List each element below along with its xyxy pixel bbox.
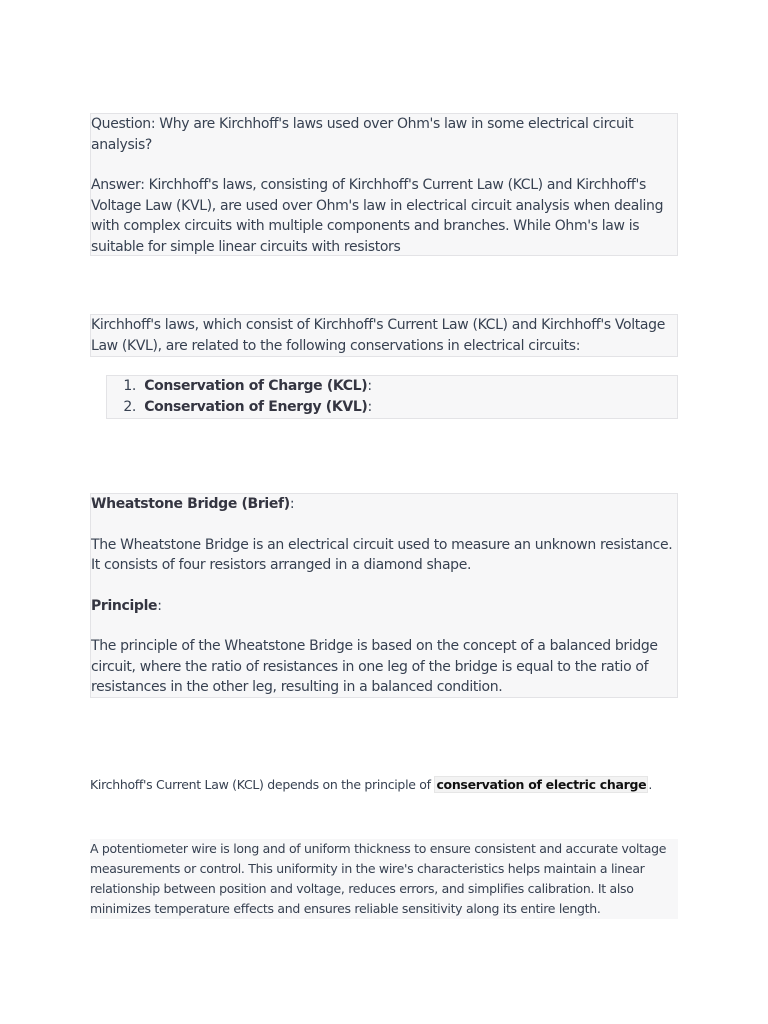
list-item — [107, 397, 677, 418]
wheatstone-block — [90, 493, 678, 698]
conservation-list — [106, 375, 678, 419]
list-item-number: 1. — [123, 378, 136, 394]
kirchhoff-intro-text: Kirchhoff's laws, which consist of Kirchhoff's Current Law (KCL) and Kirchhoff's Voltage Law (KVL), are related to the following conservations in electrical circuits: — [91, 317, 665, 354]
kcl-highlight: conservation of electric charge — [436, 777, 647, 792]
list-item-label: Conservation of Energy (KVL) — [144, 398, 368, 415]
list-item — [107, 376, 677, 397]
kcl-suffix: . — [648, 777, 653, 792]
qa-block — [90, 113, 678, 256]
principle-heading-suffix: : — [157, 597, 162, 614]
question-text: Question: Why are Kirchhoff's laws used over Ohm's law in some electrical circuit analysis? — [91, 116, 634, 153]
potentiometer-block — [90, 839, 678, 919]
principle-heading-line — [91, 596, 677, 617]
list-item-suffix: : — [367, 378, 372, 394]
wheatstone-heading-line — [91, 494, 677, 515]
kcl-statement — [90, 776, 690, 794]
principle-text: The principle of the Wheatstone Bridge is based on the concept of a balanced bridge circuit, where the ratio of resistances in one leg of the bridge is equal to the ratio of resistances in the other leg, resulting in a balanced condition. — [91, 638, 658, 695]
answer-text: Answer: Kirchhoff's laws, consisting of Kirchhoff's Current Law (KCL) and Kirchhoff's Voltage Law (KVL), are used over Ohm's law in electrical circuit analysis when dealing with complex circuits with multiple components and branches. While Ohm's law is suitable for simple linear circuits with resistors — [91, 177, 664, 255]
wheatstone-description: The Wheatstone Bridge is an electrical circuit used to measure an unknown resistance. It consists of four resistors arranged in a diamond shape. — [91, 536, 673, 573]
wheatstone-heading-suffix: : — [289, 496, 295, 512]
list-item-suffix: : — [367, 398, 372, 415]
kirchhoff-intro-block — [90, 314, 678, 357]
list-item-label: Conservation of Charge (KCL) — [144, 378, 368, 394]
kcl-prefix: Kirchhoff's Current Law (KCL) depends on the principle of — [90, 777, 435, 792]
list-item-number: 2. — [123, 398, 136, 415]
principle-heading: Principle — [91, 597, 158, 614]
potentiometer-text: A potentiometer wire is long and of uniform thickness to ensure consistent and accurate voltage measurements or control. This uniformity in the wire's characteristics helps maintain a linear relationship between position and voltage, reduces errors, and simplifies calibration. It also minimizes temperature effects and ensures reliable sensitivity along its entire length. — [90, 841, 667, 916]
wheatstone-heading: Wheatstone Bridge (Brief) — [91, 496, 290, 512]
